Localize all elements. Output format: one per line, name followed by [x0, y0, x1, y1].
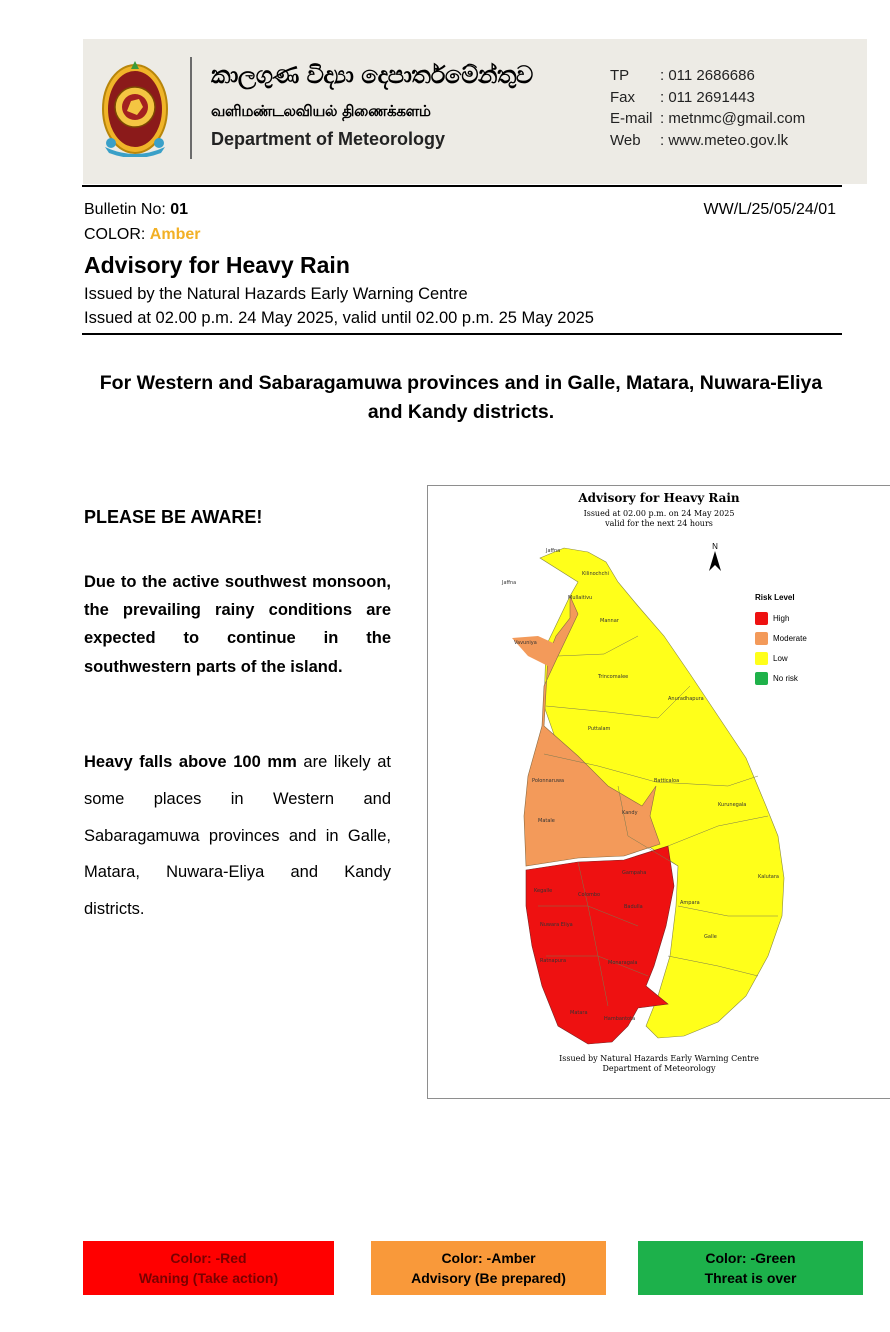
legend-moderate: Moderate: [755, 628, 807, 648]
bulletin-title: Advisory for Heavy Rain: [84, 252, 350, 278]
map-legend: [755, 593, 807, 688]
top-rule: [82, 185, 842, 187]
label-badulla: Ampara: [680, 900, 700, 906]
color-code-amber: Color: -Amber Advisory (Be prepared): [371, 1241, 606, 1295]
contact-fax: Fax : 011 2691443: [610, 88, 755, 106]
legend-no-risk: No risk: [755, 668, 807, 688]
label-kilinochchi: Kilinochchi: [582, 571, 609, 577]
label-nuwara-eliya: Badulla: [624, 904, 643, 910]
color-code-green: Color: -Green Threat is over: [638, 1241, 863, 1295]
label-matara: Hambantota: [604, 1016, 636, 1022]
label-ampara: Kalutara: [758, 874, 779, 880]
north-arrow: N: [709, 542, 721, 573]
contact-web[interactable]: Web : www.meteo.gov.lk: [610, 131, 789, 149]
label-polonnaruwa: Batticaloa: [654, 778, 680, 784]
label-batticaloa: Kurunegala: [718, 802, 747, 808]
issued-by: Issued by the Natural Hazards Early Warning Centre: [84, 285, 468, 303]
letterhead: [83, 39, 867, 184]
sri-lanka-emblem-icon: [101, 57, 169, 157]
label-kurunegala: Matale: [538, 818, 555, 824]
bulletin-number: Bulletin No: 01: [84, 201, 189, 218]
label-puttalam: Polonnaruwa: [532, 778, 565, 784]
legend-swatch-high: [755, 612, 768, 625]
label-kandy: Gampaha: [622, 870, 647, 876]
label-mannar: Vavuniya: [514, 640, 537, 646]
map-footer: Issued by Natural Hazards Early Warning Centre Department of Meteorology: [559, 1054, 759, 1073]
issued-at: Issued at 02.00 p.m. 24 May 2025, valid until 02.00 p.m. 25 May 2025: [84, 309, 594, 327]
label-colombo: Nuwara Eliya: [540, 922, 573, 928]
map-title: Advisory for Heavy Rain: [578, 491, 740, 505]
bottom-rule: [82, 333, 842, 335]
color-amber-value: Amber: [149, 226, 201, 243]
label-matale: Kandy: [622, 810, 638, 816]
label-anuradhapura: Puttalam: [588, 726, 611, 732]
label-monaragala: Galle: [704, 934, 717, 940]
label-kalutara: Ratnapura: [540, 958, 567, 964]
department-name-english: Department of Meteorology: [211, 129, 446, 149]
legend-swatch-moderate: [755, 632, 768, 645]
contact-email[interactable]: E-mail : metnmc@gmail.com: [610, 110, 806, 127]
department-name-tamil: வளிமண்டலவியல் திணைக்களம்: [211, 102, 431, 120]
affected-areas-heading: For Western and Sabaragamuwa provinces and in Galle, Matara, Nuwara-Eliya and Kandy districts.: [99, 372, 823, 423]
contact-block: [610, 65, 805, 151]
label-ratnapura: Monaragala: [608, 960, 638, 966]
label-trincomalee: Anuradhapura: [668, 696, 704, 702]
sri-lanka-map: [428, 486, 890, 1098]
legend-high: High: [755, 608, 807, 628]
label-kegalle: Colombo: [578, 892, 601, 898]
label-mullaitivu-1: Mullaitivu: [568, 595, 593, 601]
label-mullaitivu: Mannar: [600, 618, 619, 624]
rainfall-paragraph: Heavy falls above 100 mm are likely at some places in Western and Sabaragamuwa provinces and in Galle, Matara, Nuwara-Eliya and Kandy districts.: [84, 753, 391, 919]
label-vavuniya: Trincomalee: [598, 674, 629, 680]
legend-swatch-low: [755, 652, 768, 665]
department-name-sinhala: කාලගුණ විද්‍යා දෙපාර්තමේන්තුව: [211, 61, 533, 89]
color-code-red: Color: -Red Waning (Take action): [83, 1241, 334, 1295]
map-subtitle: Issued at 02.00 p.m. on 24 May 2025 valid for the next 24 hours: [583, 509, 735, 528]
monsoon-paragraph: Due to the active southwest monsoon, the prevailing rainy conditions are expected to continue in the southwestern parts of the island.: [84, 573, 391, 676]
label-jaffna-2: Jaffna: [502, 580, 517, 586]
contact-phone: TP : 011 2686686: [610, 67, 755, 84]
header-divider: [190, 57, 192, 159]
aware-heading: PLEASE BE AWARE!: [84, 507, 263, 527]
risk-map: [427, 485, 890, 1099]
bulletin-color: COLOR: Amber: [84, 226, 201, 243]
label-jaffna-1: Jaffna: [546, 548, 561, 554]
label-gampaha: Kegalle: [534, 888, 553, 894]
label-galle: Matara: [570, 1010, 588, 1016]
legend-swatch-no-risk: [755, 672, 768, 685]
legend-low: Low: [755, 648, 807, 668]
bulletin-code: WW/L/25/05/24/01: [703, 201, 836, 218]
legend-title: Risk Level: [755, 593, 795, 602]
